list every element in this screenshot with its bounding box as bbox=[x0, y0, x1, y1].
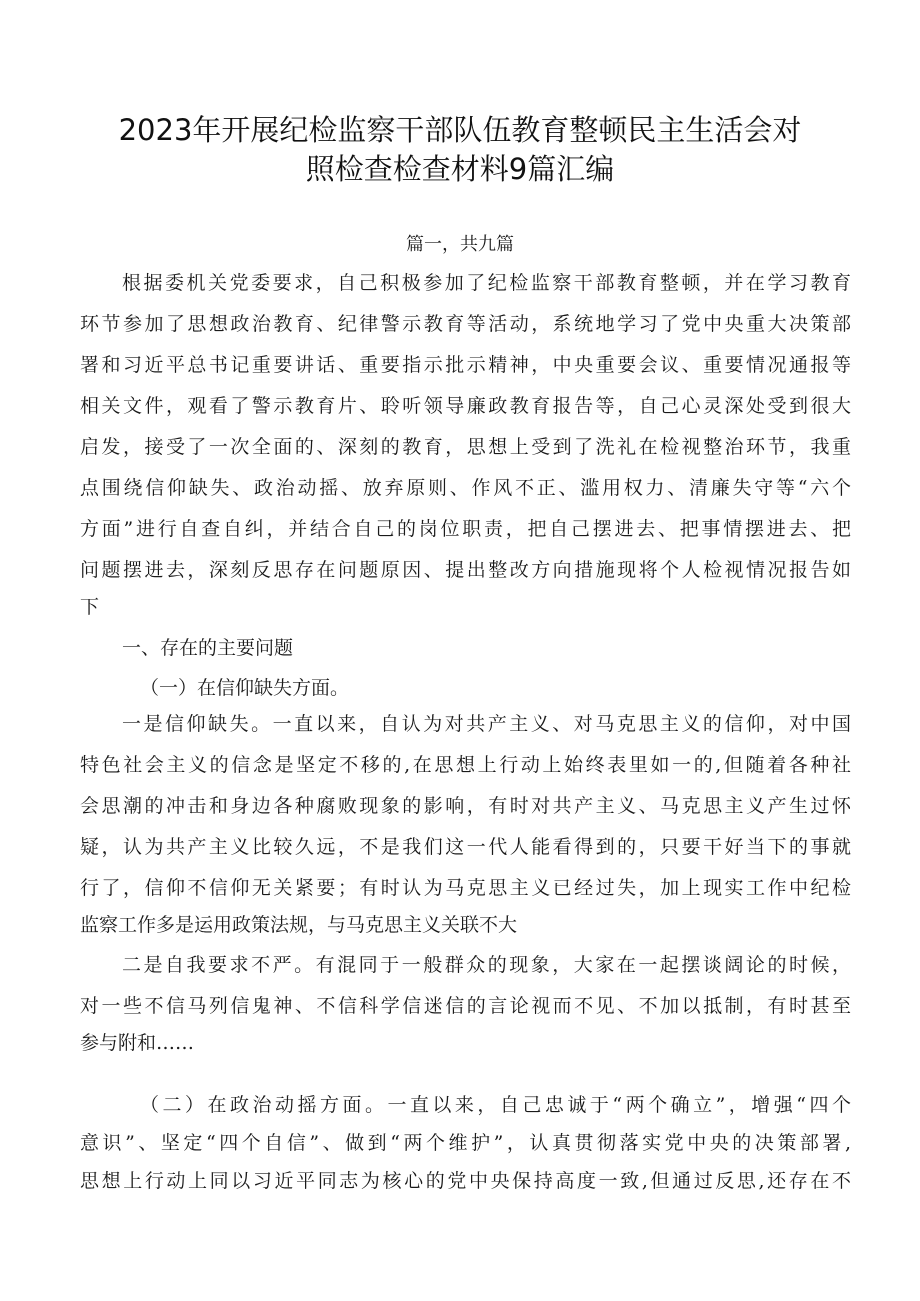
paragraph-line: （二）在政治动摇方面。一直以来，自己忠诚于“两个确立”，增强“四个 bbox=[140, 1094, 851, 1116]
paragraph-line: 相关文件，观看了警示教育片、聆听领导廉政教育报告等，自己心灵深处受到很大 bbox=[80, 395, 851, 417]
paragraph-line: 根据委机关党委要求，自己积极参加了纪检监察干部教育整顿，并在学习教育 bbox=[122, 272, 851, 294]
paragraph-line: 会思潮的冲击和身边各种腐败现象的影响，有时对共产主义、马克思主义产生过怀 bbox=[80, 795, 851, 817]
section-subtitle: 篇一，共九篇 bbox=[406, 234, 514, 255]
paragraph-line: 下 bbox=[80, 596, 100, 618]
paragraph-line: 监察工作多是运用政策法规，与马克思主义关联不大 bbox=[80, 914, 518, 936]
paragraph-line: 环节参加了思想政治教育、纪律警示教育等活动，系统地学习了党中央重大决策部 bbox=[80, 313, 851, 335]
paragraph-line: 对一些不信马列信鬼神、不信科学信迷信的言论视而不见、不加以抵制，有时甚至 bbox=[80, 995, 851, 1017]
paragraph-line: 疑，认为共产主义比较久远，不是我们这一代人能看得到的，只要干好当下的事就 bbox=[80, 836, 851, 858]
paragraph-line: 行了，信仰不信仰无关紧要；有时认为马克思主义已经过失，加上现实工作中纪检 bbox=[80, 877, 851, 899]
paragraph-line: 点围绕信仰缺失、政治动摇、放弃原则、作风不正、滥用权力、清廉失守等“六个 bbox=[80, 477, 851, 499]
document-title-line-2: 照检查检查材料9篇汇编 bbox=[305, 152, 615, 186]
paragraph-line: 特色社会主义的信念是坚定不移的,在思想上行动上始终表里如一的,但随着各种社 bbox=[80, 754, 851, 776]
paragraph-line: 参与附和…… bbox=[80, 1032, 195, 1054]
paragraph-line: 启发，接受了一次全面的、深刻的教育，思想上受到了洗礼在检视整治环节，我重 bbox=[80, 436, 851, 458]
paragraph-line: 方面”进行自查自纠，并结合自己的岗位职责，把自己摆进去、把事情摆进去、把 bbox=[80, 518, 851, 540]
paragraph-line: 二是自我要求不严。有混同于一般群众的现象，大家在一起摆谈阔论的时候， bbox=[122, 954, 851, 976]
paragraph-line: 署和习近平总书记重要讲话、重要指示批示精神，中央重要会议、重要情况通报等 bbox=[80, 354, 851, 376]
paragraph-line: 一是信仰缺失。一直以来，自认为对共产主义、对马克思主义的信仰，对中国 bbox=[122, 713, 851, 735]
subsection-heading: （一）在信仰缺失方面。 bbox=[140, 677, 350, 699]
paragraph-line: 意识”、坚定“四个自信”、做到“两个维护”，认真贯彻落实党中央的决策部署, bbox=[80, 1132, 851, 1154]
paragraph-line: 思想上行动上同以习近平同志为核心的党中央保持高度一致,但通过反思,还存在不 bbox=[80, 1170, 851, 1192]
document-title-line-1: 2023年开展纪检监察干部队伍教育整顿民主生活会对 bbox=[118, 113, 802, 147]
paragraph-line: 问题摆进去，深刻反思存在问题原因、提出整改方向措施现将个人检视情况报告如 bbox=[80, 559, 851, 581]
section-heading: 一、存在的主要问题 bbox=[122, 637, 294, 659]
